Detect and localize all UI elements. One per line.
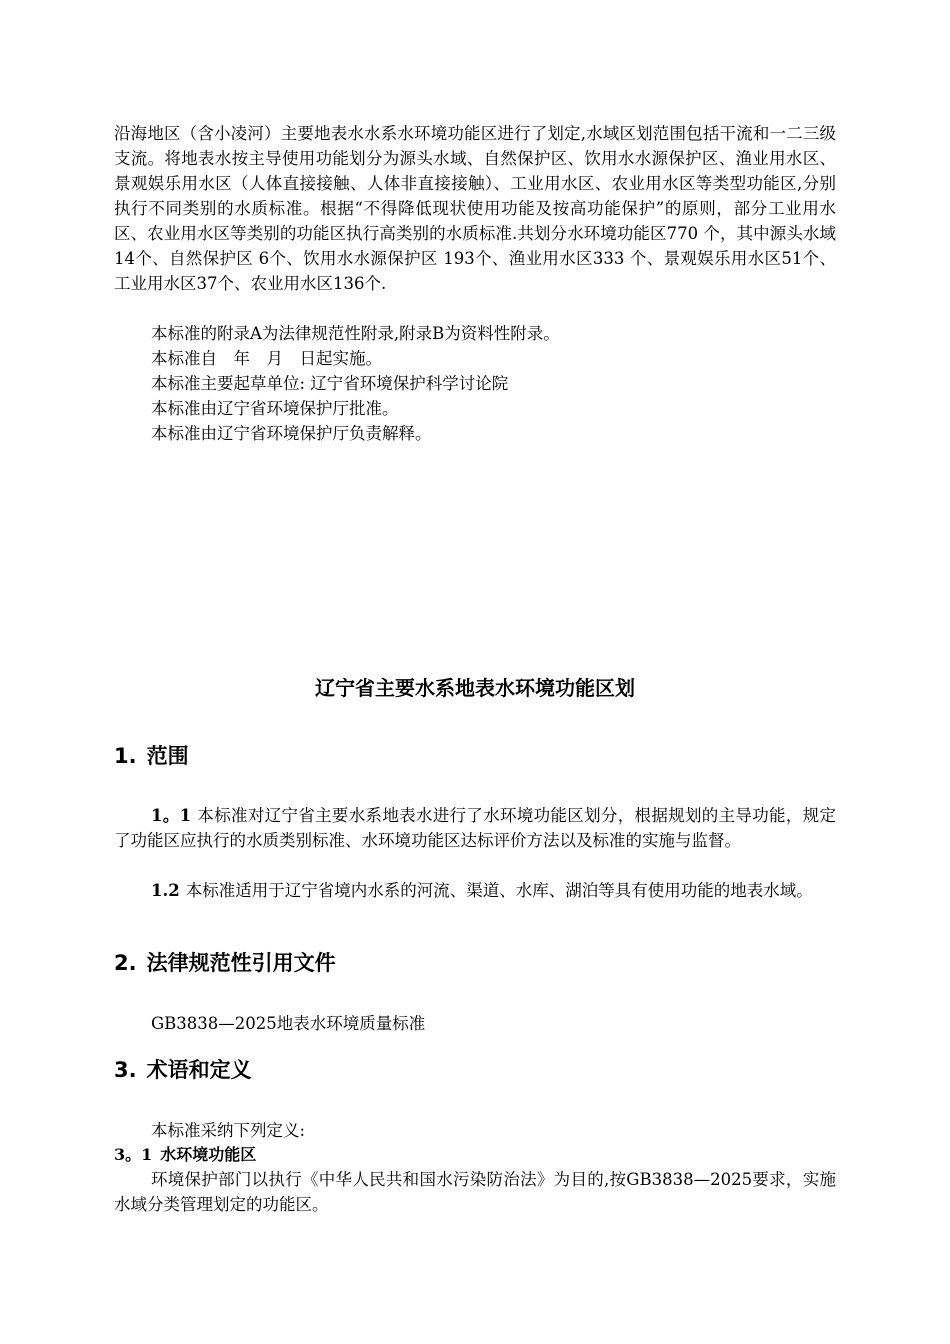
- intro-section: [114, 121, 836, 296]
- clause-1-2-text: 本标准适用于辽宁省境内水系的河流、渠道、水库、湖泊等具有使用功能的地表水域。: [185, 881, 813, 900]
- intro-line-effective-date: 本标准自 年 月 日起实施。: [151, 349, 382, 368]
- intro-line-drafter: 本标准主要起草单位: 辽宁省环境保护科学讨论院: [151, 374, 509, 393]
- definitions-intro: 本标准采纳下列定义:: [151, 1121, 306, 1140]
- subsection-3-1-definition: [114, 1167, 836, 1217]
- section-1-title: 范围: [146, 744, 189, 768]
- intro-line-appendix: 本标准的附录A为法律规范性附录,附录B为资料性附录。: [151, 324, 560, 343]
- section-3-number: 3.: [114, 1058, 137, 1082]
- clause-1-1-number: 1。1: [151, 806, 192, 825]
- intro-line-approval: 本标准由辽宁省环境保护厅批准。: [151, 399, 399, 418]
- subsection-3-1-number: 3。1: [114, 1145, 153, 1164]
- section-1-clause-1: [114, 803, 836, 853]
- intro-line-interpretation: 本标准由辽宁省环境保护厅负责解释。: [151, 424, 432, 443]
- section-2-number: 2.: [114, 951, 137, 975]
- clause-1-2-number: 1.2: [151, 881, 180, 900]
- section-1-number: 1.: [114, 744, 137, 768]
- normative-reference: GB3838—2025地表水环境质量标准: [151, 1014, 426, 1033]
- section-2-title: 法律规范性引用文件: [146, 951, 336, 975]
- subsection-3-1-heading: [114, 1143, 256, 1167]
- intro-paragraph: 沿海地区（含小凌河）主要地表水水系水环境功能区进行了划定,水域区划范围包括干流和一二三级支流。将地表水按主导使用功能划分为源头水域、自然保护区、饮用水水源保护区、渔业用水区、景观娱乐用水区（人体直接接触、人体非直接接触）、工业用水区、农业用水区等类型功能区,分别执行不同类别的水质标准。根据“不得降低现状使用功能及按高功能保护”的原则，部分工业用水区、农业用水区等类别的功能区执行高类别的水质标准.共划分水环境功能区770 个，其中源头水域14个、自然保护区 6个、饮用水水源保护区 193个、渔业用水区333 个、景观娱乐用水区51个、工业用水区37个、农业用水区136个.: [114, 124, 836, 293]
- section-3-title: 术语和定义: [146, 1058, 252, 1082]
- document-title: 辽宁省主要水系地表水环境功能区划: [315, 676, 635, 700]
- clause-1-1-text: 本标准对辽宁省主要水系地表水进行了水环境功能区划分，根据规划的主导功能，规定了功能区应执行的水质类别标准、水环境功能区达标评价方法以及标准的实施与监督。: [114, 806, 836, 850]
- section-3-heading: [114, 1056, 252, 1084]
- section-1-clause-2: [114, 878, 836, 903]
- section-2-heading: [114, 949, 336, 977]
- definition-text: 环境保护部门以执行《中华人民共和国水污染防治法》为目的,按GB3838—2025要求，实施水域分类管理划定的功能区。: [114, 1170, 836, 1214]
- section-1-heading: [114, 742, 189, 770]
- subsection-3-1-title: 水环境功能区: [160, 1145, 257, 1164]
